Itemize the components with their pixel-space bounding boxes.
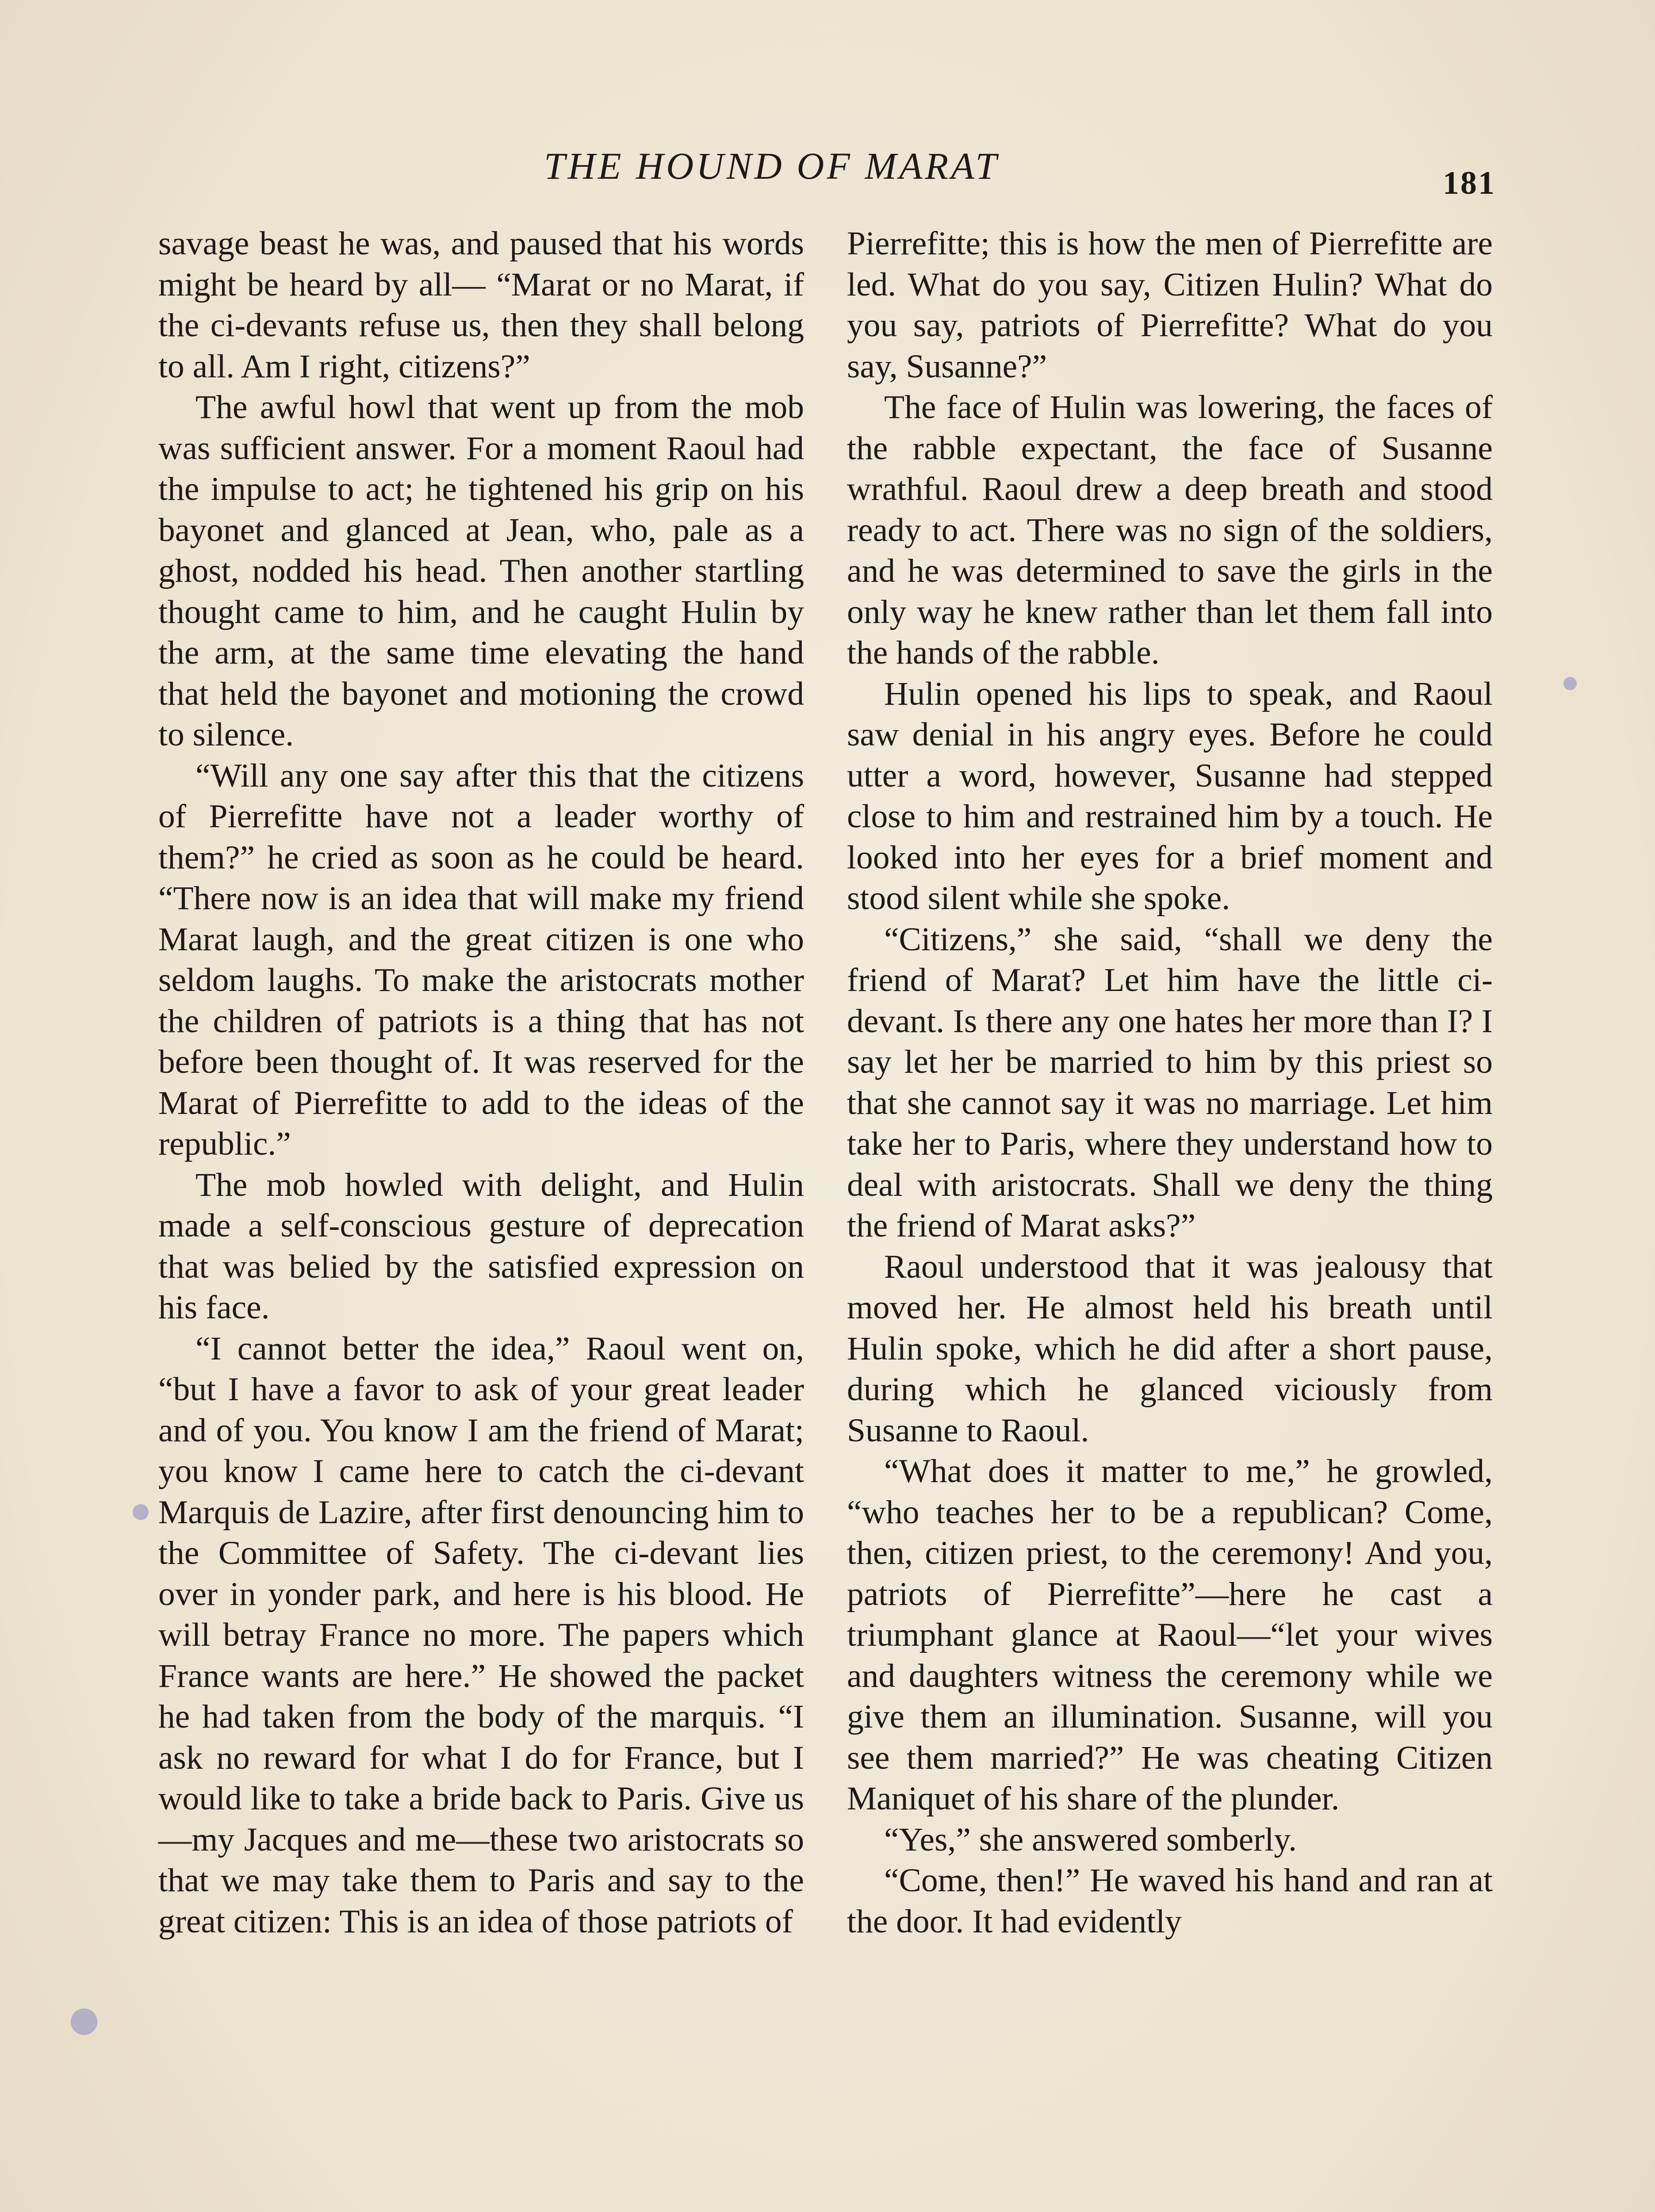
paragraph: The mob howled with delight, and Hulin made a self-conscious gesture of deprecation that was belied by the satisfied expression on his face. <box>158 1166 804 1326</box>
paragraph: savage beast he was, and paused that his words might be heard by all— “Marat or no Marat, if the ci-devants refuse us, then they shall belong to all. Am I right, citizens?” <box>158 225 804 385</box>
running-title: THE HOUND OF MARAT <box>544 145 1000 187</box>
ink-speck <box>71 2008 97 2035</box>
paragraph: “What does it matter to me,” he growled, “who teaches her to be a republican? Come, then, citizen priest, to the ceremony! And you, patriots of Pierrefitte”—here he cast a triumphant glance at Raoul—“let your wives and daughters witness the ceremony while we give them an illumination. Susanne, will you see them married?” He was cheating Citizen Maniquet of his share of the plunder. <box>847 1453 1493 1817</box>
paragraph: “Citizens,” she said, “shall we deny the friend of Marat? Let him have the little ci-devant. Is there any one hates her more than I? I say let her be married to him by this priest so that she cannot say it was no marriage. Let him take her to Paris, where they understand how to deal with aristocrats. Shall we deny the thing the friend of Marat asks?” <box>847 921 1493 1244</box>
paragraph: Pierrefitte; this is how the men of Pierrefitte are led. What do you say, Citizen Hulin? What do you say, patriots of Pierrefitte? What do you say, Susanne?” <box>847 225 1493 385</box>
ink-speck <box>1563 677 1577 690</box>
paragraph: “Will any one say after this that the citizens of Pierrefitte have not a leader worthy of them?” he cried as soon as he could be heard. “There now is an idea that will make my friend Marat laugh, and the great citizen is one who seldom laughs. To make the aristocrats mother the children of patriots is a thing that has not before been thought of. It was reserved for the Marat of Pierrefitte to add to the ideas of the republic.” <box>158 757 804 1162</box>
paragraph: “I cannot better the idea,” Raoul went on, “but I have a favor to ask of your great leader and of you. You know I am the friend of Marat; you know I came here to catch the ci-devant Marquis de Lazire, after first denouncing him to the Committee of Safety. The ci-devant lies over in yonder park, and here is his blood. He will betray France no more. The papers which France wants are here.” He showed the packet he had taken from the body of the marquis. “I ask no reward for what I do for France, but I would like to take a bride back to Paris. Give us—my Jacques and me—these two aristocrats so that we may take them to Paris and say to the great citizen: This is an idea of those patriots of <box>158 1330 804 1940</box>
paragraph: The awful howl that went up from the mob was sufficient answer. For a moment Raoul had the impulse to act; he tightened his grip on his bayonet and glanced at Jean, who, pale as a ghost, nodded his head. Then another startling thought came to him, and he caught Hulin by the arm, at the same time elevating the hand that held the bayonet and motioning the crowd to silence. <box>158 389 804 753</box>
paragraph: “Yes,” she answered somberly. <box>884 1821 1297 1858</box>
left-column <box>158 223 804 1942</box>
paragraph: Hulin opened his lips to speak, and Raoul saw denial in his angry eyes. Before he could utter a word, however, Susanne had stepped close to him and restrained him by a touch. He looked into her eyes for a brief moment and stood silent while she spoke. <box>847 675 1493 917</box>
ink-speck <box>133 1504 149 1520</box>
right-column <box>847 223 1493 1942</box>
paragraph: Raoul understood that it was jealousy that moved her. He almost held his breath until Hulin spoke, which he did after a short pause, during which he glanced viciously from Susanne to Raoul. <box>847 1248 1493 1449</box>
paragraph: The face of Hulin was lowering, the faces of the rabble expectant, the face of Susanne wrathful. Raoul drew a deep breath and stood ready to act. There was no sign of the soldiers, and he was determined to save the girls in the only way he knew rather than let them fall into the hands of the rabble. <box>847 389 1493 671</box>
paragraph: “Come, then!” He waved his hand and ran at the door. It had evidently <box>847 1862 1493 1940</box>
page-number: 181 <box>1443 165 1496 201</box>
